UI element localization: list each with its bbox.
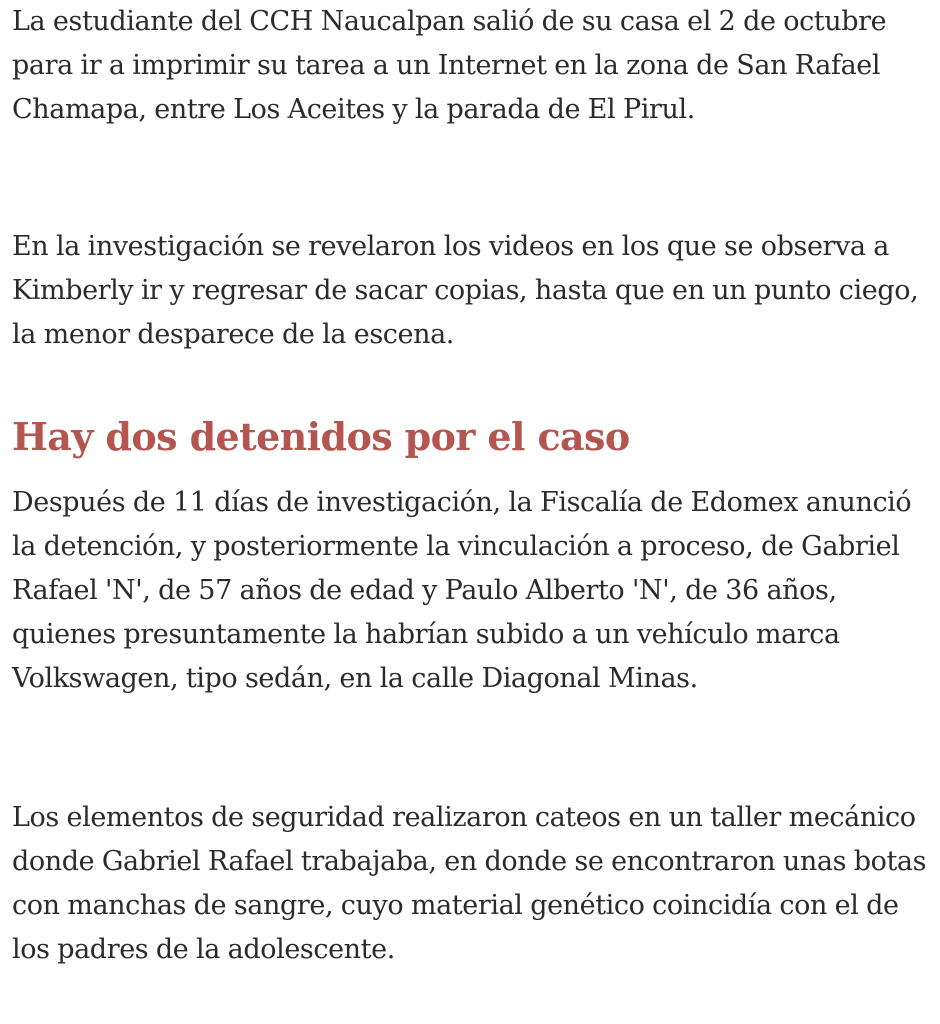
article-paragraph: La estudiante del CCH Naucalpan salió de su casa el 2 de octubre para ir a imprimir su tarea a un Internet en la zona de San Rafael Chamapa, entre Los Aceites y la parada de El Pirul. xyxy=(12,6,887,125)
article-paragraph: En la investigación se revelaron los videos en los que se observa a Kimberly ir y regresar de sacar copias, hasta que en un punto ciego, la menor desparece de la escena. xyxy=(12,231,919,350)
article-paragraph: Después de 11 días de investigación, la Fiscalía de Edomex anunció la detención, y posteriormente la vinculación a proceso, de Gabriel Rafael 'N', de 57 años de edad y Paulo Alberto 'N', de 36 años, quienes presuntamente la habrían subido a un vehículo marca Volkswagen, tipo sedán, en la calle Diagonal Minas. xyxy=(12,487,912,694)
section-heading: Hay dos detenidos por el caso xyxy=(12,414,630,459)
article-paragraph: Los elementos de seguridad realizaron cateos en un taller mecánico donde Gabriel Rafael trabajaba, en donde se encontraron unas botas con manchas de sangre, cuyo material genético coincidía con el de los padres de la adolescente. xyxy=(12,802,927,965)
